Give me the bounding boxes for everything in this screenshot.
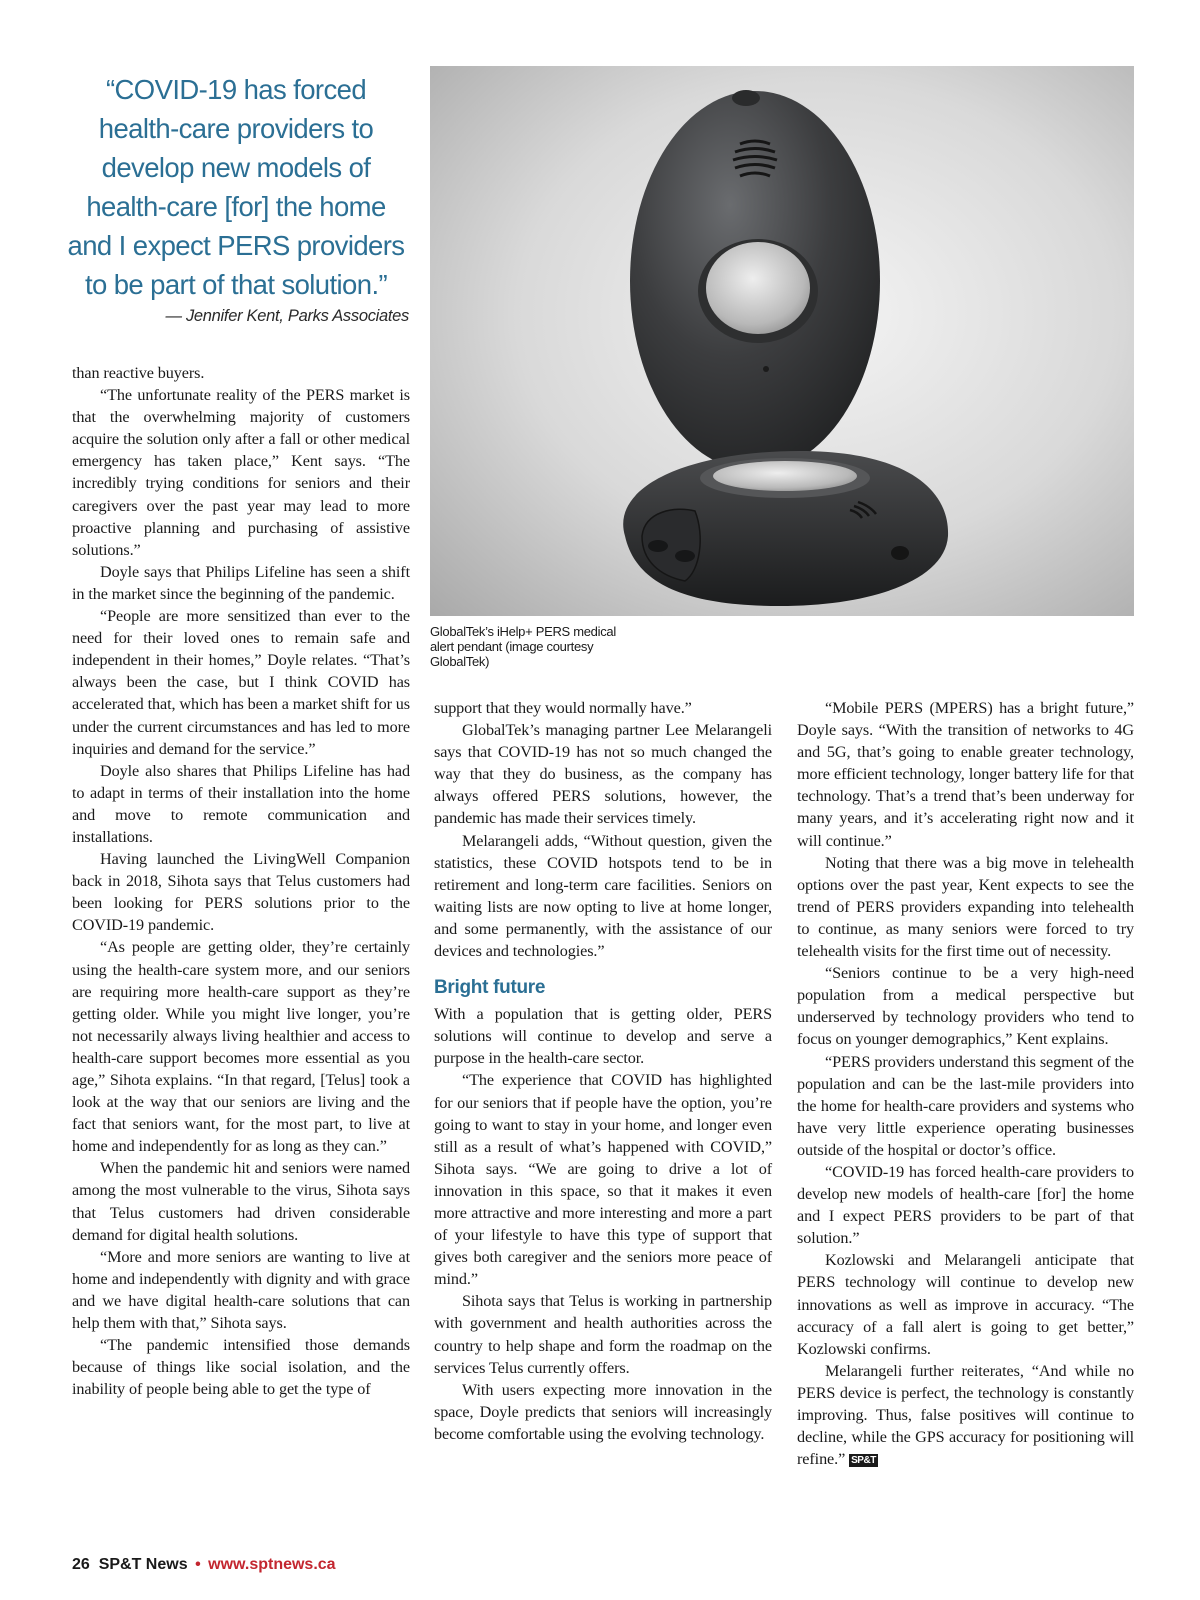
- pull-quote-line: “COVID-19 has forced: [105, 74, 367, 105]
- article-column-2: [434, 697, 772, 1445]
- article-column-1: [72, 362, 410, 1400]
- paragraph: “The experience that COVID has highlighted for our seniors that if people have the option, you’re going to want to stay in your home, and longer even still as a result of what’s happened with COVID,” Sihota says. “We are going to drive a lot of innovation in this space, so that it makes it even more attractive and more interesting and more a part of your lifestyle to have this type of support that gives both caregiver and the seniors more peace of mind.”: [434, 1071, 772, 1289]
- page-footer: [72, 1556, 336, 1574]
- paragraph: support that they would normally have.”: [434, 699, 692, 717]
- paragraph: “The unfortunate reality of the PERS market is that the overwhelming majority of customers acquire the solution only after a fall or other medical emergency has taken place,” Kent says. “The incredibly trying conditions for seniors and their caregivers over the past year may lead to more proactive planning and purchasing of assistive solutions.”: [72, 386, 410, 559]
- pull-quote-line: develop new models of: [101, 152, 371, 183]
- paragraph: Noting that there was a big move in telehealth options over the past year, Kent expects to see the trend of PERS providers expanding into telehealth to continue, as many seniors were forced to try telehealth visits for the first time out of necessity.: [797, 853, 1134, 961]
- paragraph: When the pandemic hit and seniors were named among the most vulnerable to the virus, Sihota says that Telus customers had driven considerable demand for digital health solutions.: [72, 1159, 410, 1244]
- paragraph: “COVID-19 has forced health-care providers to develop new models of health-care [for] the home and I expect PERS providers to be part of that solution.”: [797, 1162, 1134, 1248]
- paragraph: Sihota says that Telus is working in partnership with government and health authorities across the country to help shape and form the roadmap on the services Telus currently offers.: [434, 1292, 772, 1377]
- footer-bullet: •: [195, 1556, 201, 1573]
- paragraph: With users expecting more innovation in the space, Doyle predicts that seniors will increasingly become comfortable using the evolving technology.: [434, 1380, 772, 1443]
- pendant-devices-illustration: [430, 66, 1134, 616]
- paragraph: “More and more seniors are wanting to live at home and independently with dignity and with grace and we have digital health-care solutions that can help them with that,” Sihota says.: [72, 1247, 410, 1333]
- website-link[interactable]: www.sptnews.ca: [208, 1556, 336, 1573]
- article-column-3: [797, 697, 1134, 1470]
- page-number: 26: [72, 1556, 90, 1573]
- paragraph: With a population that is getting older, PERS solutions will continue to develop and serve a purpose in the health-care sector.: [434, 1005, 772, 1068]
- pull-quote: [66, 70, 406, 304]
- pull-quote-line: and I expect PERS providers: [67, 230, 405, 261]
- paragraph: Kozlowski and Melarangeli anticipate that PERS technology will continue to develop new innovations as well as improve in accuracy. “The accuracy of a fall alert is going to get better,” Kozlowski confirms.: [797, 1251, 1134, 1358]
- product-photo: [430, 66, 1134, 616]
- pull-quote-line: health-care providers to: [98, 113, 374, 144]
- alert-button: [706, 242, 810, 334]
- paragraph: Having launched the LivingWell Companion back in 2018, Sihota says that Telus customers had been looking for PERS solutions prior to the COVID-19 pandemic.: [72, 850, 410, 935]
- paragraph: “As people are getting older, they’re certainly using the health-care system more, and our seniors are requiring more health-care support as they’re getting older. While you might live longer, you’re not necessarily always living healthier and access to health-care support becomes more essential as you age,” Sihota explains. “In that regard, [Telus] took a look at the way that our seniors are living and the fact that seniors want, for the most part, to live at home and independently for as long as they can.”: [72, 938, 410, 1156]
- paragraph: “Mobile PERS (MPERS) has a bright future,” Doyle says. “With the transition of networks to 4G and 5G, that’s going to enable greater technology, more efficient technology, longer battery life for that technology. That’s a trend that’s been underway for many years, and it’s accelerating right now and it will continue.”: [797, 699, 1134, 850]
- pull-quote-line: health-care [for] the home: [86, 191, 386, 222]
- section-heading: Bright future: [434, 977, 546, 999]
- paragraph: than reactive buyers.: [72, 364, 205, 382]
- pull-quote-line: to be part of that solution.”: [84, 269, 388, 300]
- paragraph: Doyle says that Philips Lifeline has seen a shift in the market since the beginning of the pandemic.: [72, 562, 410, 603]
- paragraph: Melarangeli adds, “Without question, given the statistics, these COVID hotspots tend to be in retirement and long-term care facilities. Seniors on waiting lists are now opting to live at home longer, and some permanently, with the assistance of our devices and technologies.”: [434, 831, 772, 961]
- paragraph-text: Melarangeli further reiterates, “And while no PERS device is perfect, the technology is constantly improving. Thus, false positives will continue to decline, while the GPS accuracy for positioning will refine.”: [797, 1361, 1134, 1469]
- end-mark-logo: SP&T: [851, 1455, 876, 1467]
- pull-quote-attribution: — Jennifer Kent, Parks Associates: [165, 307, 409, 325]
- paragraph-last: [797, 1360, 1134, 1470]
- paragraph: “People are more sensitized than ever to the need for their loved ones to remain safe and independent in their homes,” Doyle relates. “That’s always been the case, but I think COVID has accelerated that, which has been a market shift for us under the current circumstances and has led to more inquiries and demand for the service.”: [72, 607, 410, 758]
- paragraph: “The pandemic intensified those demands because of things like social isolation, and the inability of people being able to get the type of: [72, 1336, 410, 1399]
- paragraph: “PERS providers understand this segment of the population and can be the last-mile providers into the home for health-care providers and systems who have very little experience operating businesses outside of the hospital or doctor’s office.: [797, 1052, 1134, 1159]
- publication-name: SP&T News: [98, 1556, 188, 1573]
- photo-caption: GlobalTek’s iHelp+ PERS medical alert pendant (image courtesy GlobalTek): [430, 624, 616, 669]
- paragraph: GlobalTek’s managing partner Lee Melarangeli says that COVID-19 has not so much changed the way that they do business, as the company has always offered PERS solutions, however, the pandemic has made their services timely.: [434, 721, 772, 828]
- paragraph: Doyle also shares that Philips Lifeline has had to adapt in terms of their installation into the home and move to remote communication and installations.: [72, 761, 410, 846]
- paragraph: “Seniors continue to be a very high-need population from a medical perspective but underserved by technology providers who tend to focus on younger demographics,” Kent explains.: [797, 964, 1134, 1049]
